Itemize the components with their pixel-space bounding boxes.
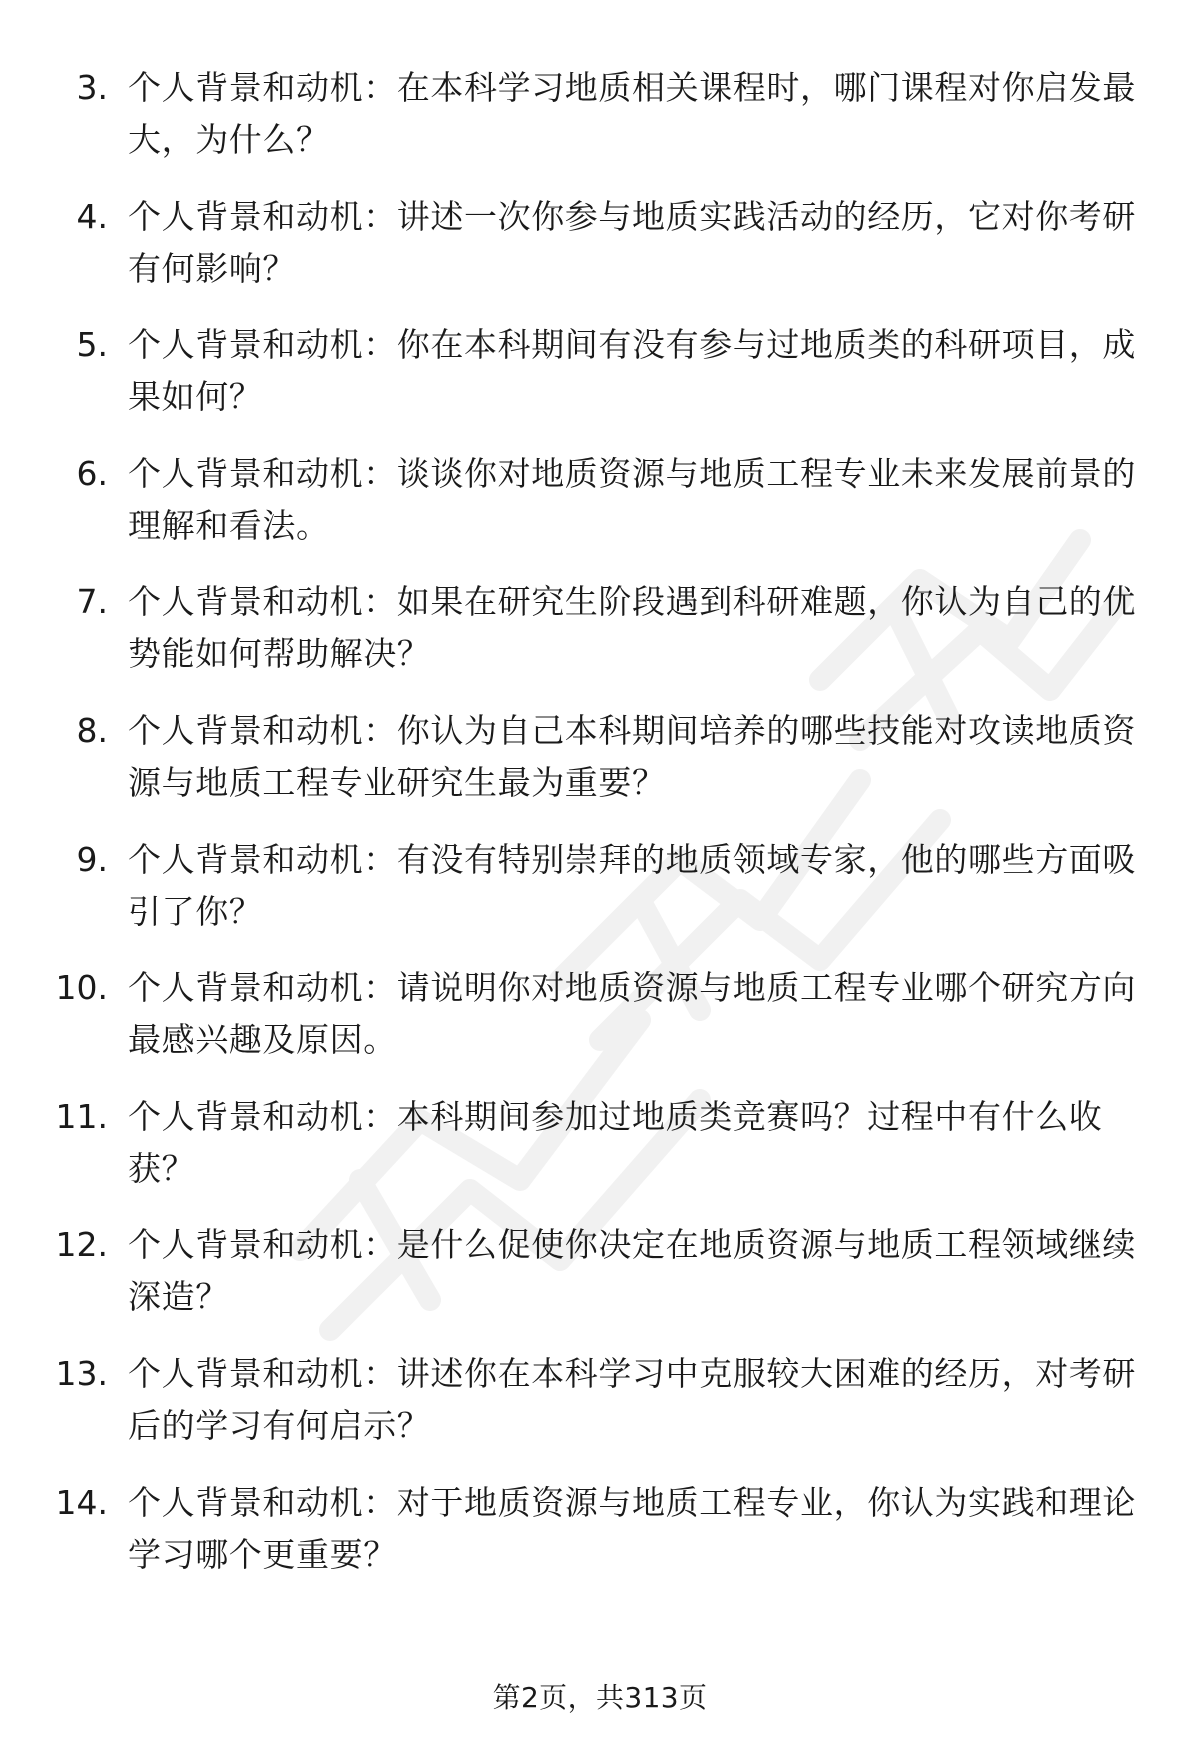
list-item (0, 826, 1200, 955)
question-number: 4. (76, 196, 108, 236)
list-item (0, 697, 1200, 826)
question-number: 14. (55, 1482, 108, 1522)
question-number: 3. (76, 68, 108, 107)
list-item (0, 568, 1200, 697)
question-text: 个人背景和动机：在本科学习地质相关课程时，哪门课程对你启发最大，为什么？ (128, 68, 1136, 159)
list-item (0, 954, 1200, 1083)
question-list (0, 54, 1200, 1597)
list-item (0, 1469, 1200, 1598)
list-item (0, 1211, 1200, 1340)
question-text: 个人背景和动机：是什么促使你决定在地质资源与地质工程领域继续深造？ (128, 1225, 1136, 1317)
question-number: 6. (76, 453, 108, 493)
list-item (0, 1340, 1200, 1469)
list-item (0, 440, 1200, 569)
question-text: 个人背景和动机：你在本科期间有没有参与过地质类的科研项目，成果如何？ (128, 325, 1136, 417)
question-number: 12. (55, 1225, 108, 1265)
question-text: 个人背景和动机：有没有特别崇拜的地质领域专家，他的哪些方面吸引了你？ (128, 839, 1136, 931)
question-number: 8. (76, 710, 108, 750)
page-footer: 第2页，共313页 (492, 1681, 708, 1714)
question-text: 个人背景和动机：讲述一次你参与地质实践活动的经历，它对你考研有何影响？ (128, 196, 1136, 288)
question-number: 10. (55, 968, 108, 1008)
list-item (0, 183, 1200, 312)
question-number: 9. (76, 839, 108, 879)
list-item (0, 54, 1200, 183)
list-item (0, 1083, 1200, 1212)
question-number: 11. (55, 1096, 108, 1136)
question-number: 13. (55, 1353, 108, 1393)
question-text: 个人背景和动机：讲述你在本科学习中克服较大困难的经历，对考研后的学习有何启示？ (128, 1353, 1136, 1445)
question-text: 个人背景和动机：请说明你对地质资源与地质工程专业哪个研究方向最感兴趣及原因。 (128, 968, 1136, 1060)
question-text: 个人背景和动机：你认为自己本科期间培养的哪些技能对攻读地质资源与地质工程专业研究生最为重要？ (128, 710, 1136, 802)
question-number: 5. (76, 325, 108, 365)
question-text: 个人背景和动机：谈谈你对地质资源与地质工程专业未来发展前景的理解和看法。 (128, 453, 1136, 545)
question-text: 个人背景和动机：对于地质资源与地质工程专业，你认为实践和理论学习哪个更重要？ (128, 1482, 1136, 1574)
question-text: 个人背景和动机：如果在研究生阶段遇到科研难题，你认为自己的优势能如何帮助解决？ (128, 582, 1136, 674)
question-text: 个人背景和动机：本科期间参加过地质类竞赛吗？过程中有什么收获？ (128, 1096, 1103, 1188)
question-number: 7. (76, 582, 108, 622)
list-item (0, 311, 1200, 440)
